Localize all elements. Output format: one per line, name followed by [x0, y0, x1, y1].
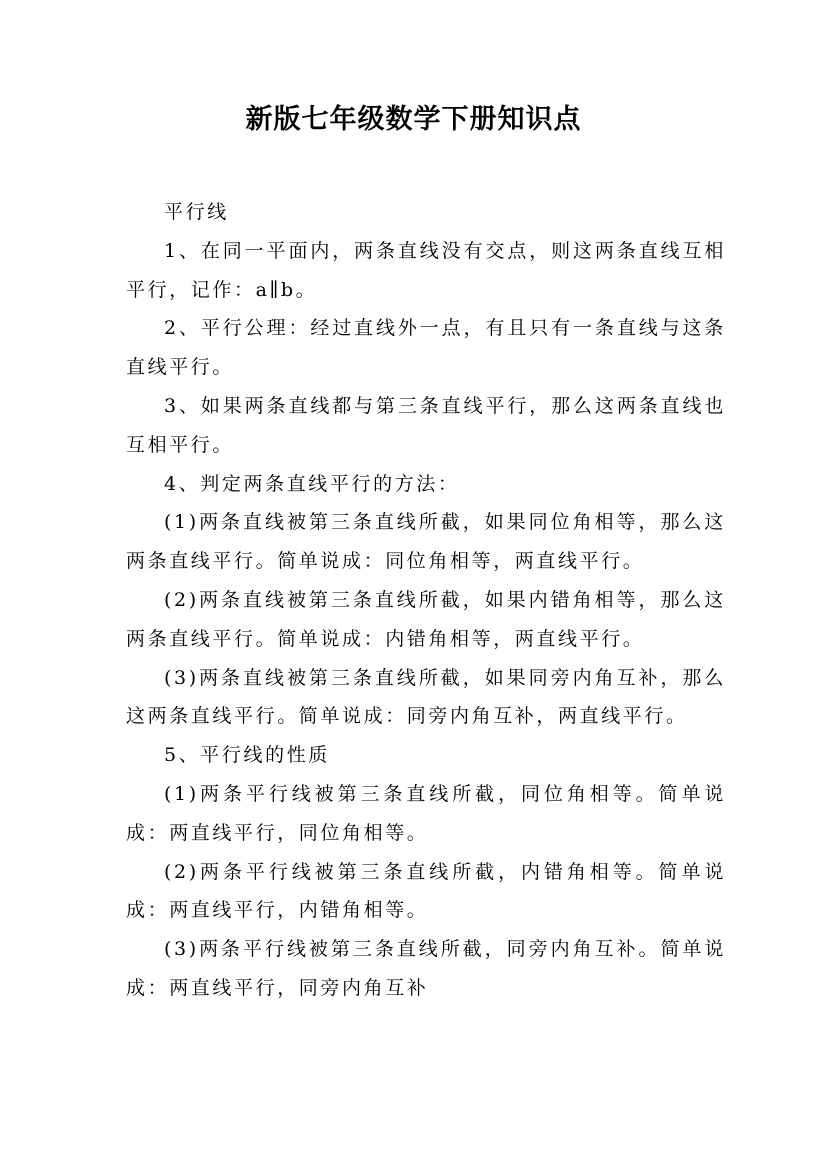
- paragraph-properties-heading: 5、平行线的性质: [164, 744, 330, 767]
- section-heading-parallel-lines: 平行线: [164, 201, 229, 223]
- paragraph-property-2: (2)两条平行线被第三条直线所截，内错角相等。简单说成：两直线平行，内错角相等。: [126, 860, 726, 922]
- paragraph-property-3: (3)两条平行线被第三条直线所截，同旁内角互补。简单说成：两直线平行，同旁内角互补: [126, 938, 726, 999]
- paragraph-transitivity: 3、如果两条直线都与第三条直线平行，那么这两条直线也互相平行。: [126, 394, 726, 456]
- document-body: [126, 193, 726, 1008]
- paragraph-criterion-3: (3)两条直线被第三条直线所截，如果同旁内角互补，那么这两条直线平行。简单说成：同旁内角互补，两直线平行。: [126, 666, 726, 728]
- paragraph-criteria-heading: 4、判定两条直线平行的方法：: [164, 472, 460, 495]
- paragraph-parallel-axiom: 2、平行公理：经过直线外一点，有且只有一条直线与这条直线平行。: [126, 317, 726, 379]
- paragraph-definition: 1、在同一平面内，两条直线没有交点，则这两条直线互相平行，记作：a∥b。: [126, 239, 726, 301]
- paragraph-property-1: (1)两条平行线被第三条直线所截，同位角相等。简单说成：两直线平行，同位角相等。: [126, 782, 726, 844]
- paragraph-criterion-1: (1)两条直线被第三条直线所截，如果同位角相等，那么这两条直线平行。简单说成：同位角相等，两直线平行。: [126, 511, 726, 573]
- paragraph-criterion-2: (2)两条直线被第三条直线所截，如果内错角相等，那么这两条直线平行。简单说成：内错角相等，两直线平行。: [126, 588, 726, 650]
- document-title: 新版七年级数学下册知识点: [245, 104, 582, 135]
